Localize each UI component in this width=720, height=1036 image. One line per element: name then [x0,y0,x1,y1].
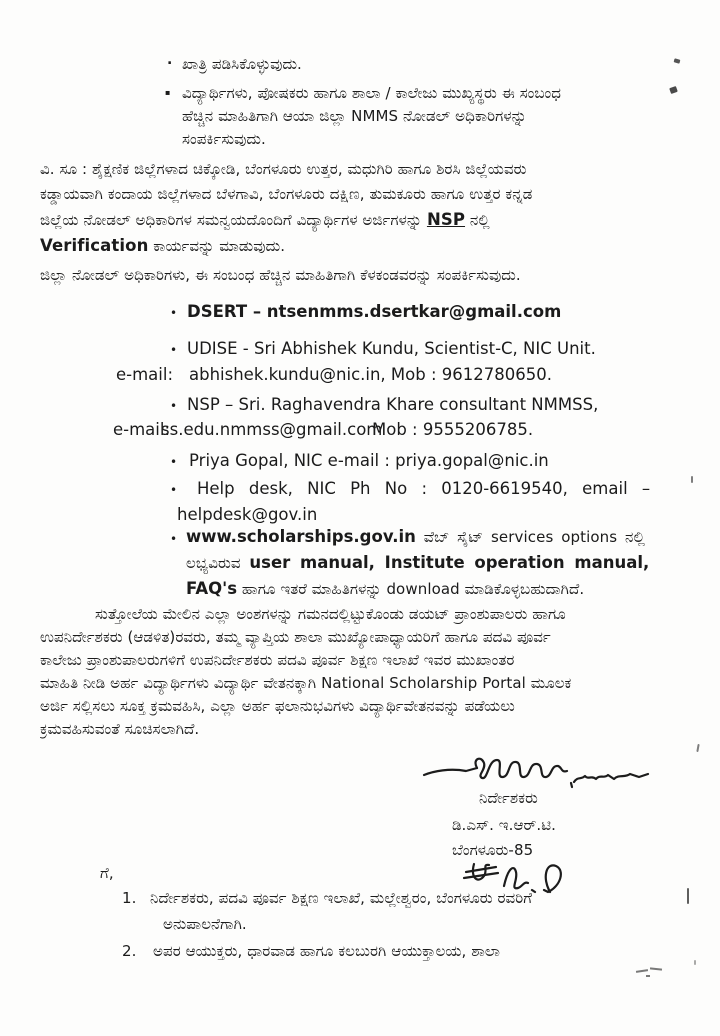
closing-line-3: ಕಾಲೇಜು ಪ್ರಾಂಶುಪಾಲರುಗಳಿಗೆ ಉಪನಿರ್ದೇಶಕರು ಪದವಿ ಪೂರ್ವ ಶಿಕ್ಷಣ ಇಲಾಖೆ ಇವರ ಮುಖಾಂತರ [40,651,515,669]
closing-paragraph [40,603,692,741]
closing-line-2: ಉಪನಿರ್ದೇಶಕರು (ಆಡಳಿತ)ರವರು, ತಮ್ಮ ವ್ಯಾಪ್ತಿಯ ಶಾಲಾ ಮುಖ್ಯೋಪಾಧ್ಯಾಯರಿಗೆ ಹಾಗೂ ಪದವಿ ಪೂರ್ವ [40,628,551,646]
notice-line-4 [40,236,285,255]
notice-line-4-tail: ಕಾರ್ಯವನ್ನು ಮಾಡುವುದು. [148,237,286,255]
scholarship-website-tail: ವೆಬ್ ಸೈಟ್ services options ನಲ್ಲಿ [415,528,645,546]
contact-udise: UDISE - Sri Abhishek Kundu, Scientist-C, NIC Unit. [187,339,596,358]
website-manuals-bold: user manual, Institute operation manual, [249,553,650,572]
ink-smudge [636,968,666,978]
closing-line-5: ಅರ್ಜಿ ಸಲ್ಲಿಸಲು ಸೂಕ್ತ ಕ್ರಮವಹಿಸಿ, ಎಲ್ಲಾ ಅರ್ಹ ಫಲಾನುಭವಿಗಳು ವಿದ್ಯಾರ್ಥಿವೇತನವನ್ನು ಪಡೆಯಲು [40,697,515,715]
closing-line-1: ಸುತ್ತೋಲೆಯ ಮೇಲಿನ ಎಲ್ಲಾ ಅಂಶಗಳನ್ನು ಗಮನದಲ್ಲಿಟ್ಟುಕೊಂಡು ಡಯಟ್ ಪ್ರಾಂಶುಪಾಲರು ಹಾಗೂ [95,605,566,623]
signatory-place: ಬೆಂಗಳೂರು-85 [452,841,534,859]
signatory-org: ಡಿ.ಎಸ್. ಇ.ಆರ್.ಟಿ. [452,816,557,834]
top-note-item-2-line-1: ವಿದ್ಯಾರ್ಥಿಗಳು, ಪೋಷಕರು ಹಾಗೂ ಶಾಲಾ / ಕಾಲೇಜು ಮುಖ್ಯಸ್ಥರು ಈ ಸಂಬಂಧ [182,84,562,102]
website-manuals-line [186,553,649,572]
bullet-icon: • [170,399,178,413]
contact-nsp-mobile: Mob : 9555206785. [372,420,534,439]
contact-dsert [187,302,561,321]
distribution-item-1-line-1: ನಿರ್ದೇಶಕರು, ಪದವಿ ಪೂರ್ವ ಶಿಕ್ಷಣ ಇಲಾಖೆ, ಮಲ್ಲೇಶ್ವರಂ, ಬೆಂಗಳೂರು ರವರಿಗೆ [150,889,533,907]
faq-label: FAQ's [186,579,238,598]
distribution-item-2-line-1: ಅಪರ ಆಯುಕ್ತರು, ಧಾರವಾಡ ಹಾಗೂ ಕಲಬುರಗಿ ಆಯುಕ್ತಾಲಯ, ಶಾಲಾ [153,942,501,960]
website-faq-tail: ಹಾಗೂ ಇತರೆ ಮಾಹಿತಿಗಳನ್ನು download ಮಾಡಿಕೊಳ್ಳಬಹುದಾಗಿದೆ. [237,580,585,598]
scan-speck [669,86,678,94]
contact-dsert-text: DSERT – ntsenmms.dsertkar@gmail.com [187,302,562,321]
contact-helpdesk-email: helpdesk@gov.in [177,505,318,524]
contact-nsp-email: ss.edu.nmmss@gmail.com [161,420,383,439]
distribution-item-1-number: 1. [122,889,137,907]
notice-line-3-text: ಜಿಲ್ಲೆಯ ನೋಡಲ್ ಅಧಿಕಾರಿಗಳ ಸಮನ್ವಯದೊಂದಿಗೆ ವಿದ್ಯಾರ್ಥಿಗಳ ಅರ್ಜಿಗಳನ್ನು [40,211,427,229]
distribution-item-2-number: 2. [122,942,137,960]
scan-pen-mark [687,888,689,904]
contact-intro: ಜಿಲ್ಲಾ ನೋಡಲ್ ಅಧಿಕಾರಿಗಳು, ಈ ಸಂಬಂಧ ಹೆಚ್ಚಿನ ಮಾಹಿತಿಗಾಗಿ ಕೆಳಕಂಡವರನ್ನು ಸಂಪರ್ಕಿಸುವುದು. [40,266,521,284]
bullet-icon: • [170,343,178,357]
verification-emphasis: Verification [40,236,149,255]
bullet-icon: • [170,455,178,469]
closing-line-4: ಮಾಹಿತಿ ನೀಡಿ ಅರ್ಹ ವಿದ್ಯಾರ್ಥಿಗಳು ವಿದ್ಯಾರ್ಥಿ ವೇತನಕ್ಕಾಗಿ National Scholarship Portal ಮೂಲಕ [40,674,572,692]
bullet-icon: • [170,532,178,546]
nsp-emphasis: NSP [426,210,466,229]
contact-priya-gopal: Priya Gopal, NIC e-mail : priya.gopal@nic.in [189,451,549,470]
notice-line-1: ವಿ. ಸೂ : ಶೈಕ್ಷಣಿಕ ಜಿಲ್ಲೆಗಳಾದ ಚಿಕ್ಕೋಡಿ, ಬೆಂಗಳೂರು ಉತ್ತರ, ಮಧುಗಿರಿ ಹಾಗೂ ಶಿರಸಿ ಜಿಲ್ಲೆಯವರು [40,160,527,178]
bullet-dot-icon: . [167,52,173,68]
notice-line-3-tail: ನಲ್ಲಿ [465,211,490,229]
bullet-icon: • [170,483,178,497]
bullet-icon: • [170,306,178,320]
contact-nsp: NSP – Sri. Raghavendra Khare consultant NMMSS, [187,395,599,414]
scan-speck [674,58,681,63]
contact-udise-email: abhishek.kundu@nic.in, Mob : 9612780650. [189,365,552,384]
email-label: e-mail: [113,420,171,439]
scholarship-website-url: www.scholarships.gov.in [186,527,416,546]
top-note-item-2-line-3: ಸಂಪರ್ಕಿಸುವುದು. [182,130,266,148]
top-note-item-1: ಖಾತ್ರಿ ಪಡಿಸಿಕೊಳ್ಳುವುದು. [182,55,302,73]
distribution-item-1-line-2: ಅನುಪಾಲನೆಗಾಗಿ. [163,915,247,933]
email-label: e-mail: [116,365,174,384]
scholarship-website-line [186,527,645,546]
notice-line-3 [40,210,490,229]
scan-speck [694,960,696,965]
scan-speck [691,476,693,483]
bullet-square-icon: ▪ [165,88,171,97]
top-note-item-2-line-2: ಹೆಚ್ಚಿನ ಮಾಹಿತಿಗಾಗಿ ಆಯಾ ಜಿಲ್ಲಾ NMMS ನೋಡಲ್ ಅಧಿಕಾರಿಗಳನ್ನು [182,107,527,125]
website-manuals-pre: ಲಭ್ಯವಿರುವ [186,554,250,572]
contact-helpdesk-line-1: Help desk, NIC Ph No : 0120-6619540, email – [197,479,651,498]
signatory-title: ನಿರ್ದೇಶಕರು [479,789,538,807]
scan-speck [696,744,699,752]
website-faq-line [186,579,584,598]
notice-line-2: ಕಡ್ಡಾಯವಾಗಿ ಕಂದಾಯ ಜಿಲ್ಲೆಗಳಾದ ಬೆಳಗಾವಿ, ಬೆಂಗಳೂರು ದಕ್ಷಿಣ, ತುಮಕೂರು ಹಾಗೂ ಉತ್ತರ ಕನ್ನಡ [40,185,533,203]
closing-line-6: ಕ್ರಮವಹಿಸುವಂತೆ ಸೂಚಿಸಲಾಗಿದೆ. [40,720,200,738]
distribution-to-label: ಗೆ, [100,864,114,882]
